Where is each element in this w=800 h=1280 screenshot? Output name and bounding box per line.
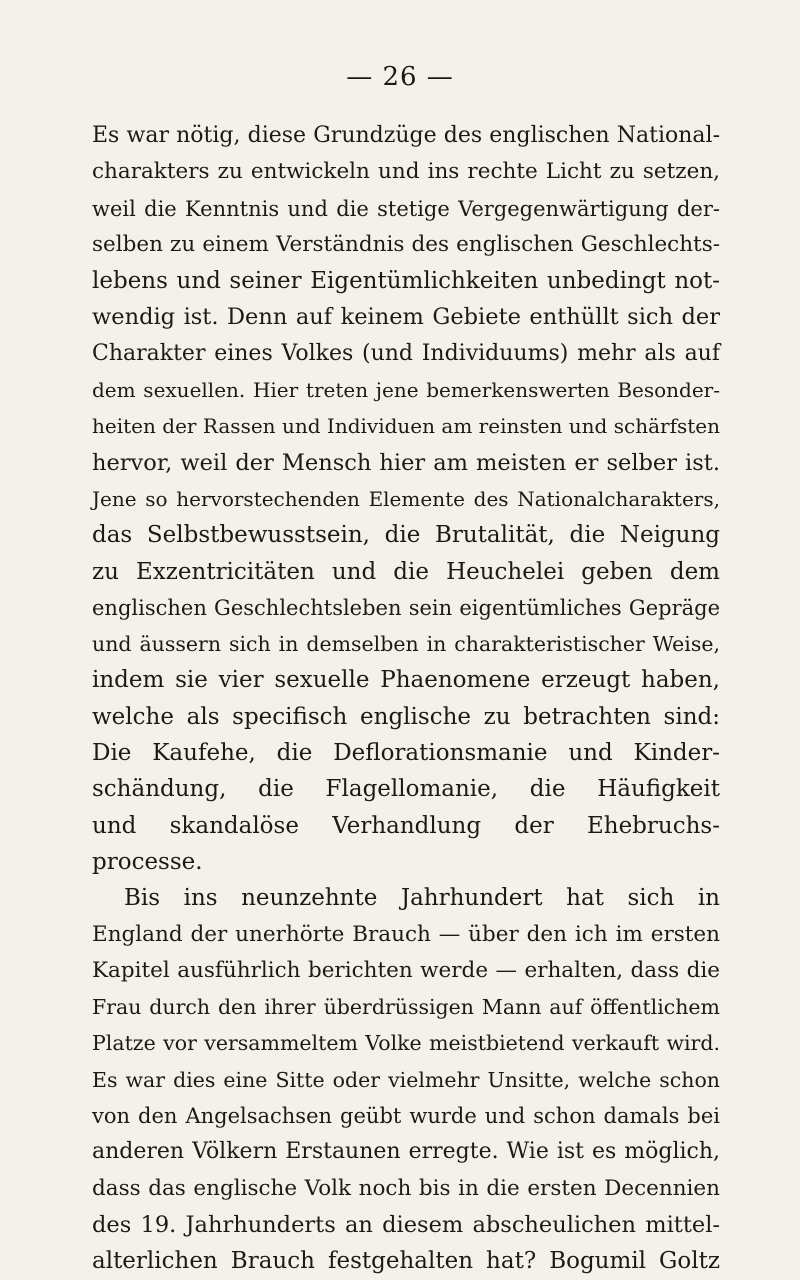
text-line: englischen Geschlechtsleben sein eigentümliches Gepräge (92, 595, 720, 620)
text-line: das Selbstbewusstsein, die Brutalität, die Neigung (92, 522, 720, 549)
text-line: zu Exzentricitäten und die Heuchelei geben dem (92, 558, 720, 585)
text-line: schändung, die Flagellomanie, die Häufigkeit (92, 776, 720, 803)
text-line: Charakter eines Volkes (und Individuums) mehr als auf (92, 340, 720, 366)
text-line: selben zu einem Verständnis des englischen Geschlechts- (92, 231, 720, 257)
text-line: Bis ins neunzehnte Jahrhundert hat sich in (124, 885, 720, 912)
text-line: des 19. Jahrhunderts an diesem abscheulichen mittel- (92, 1211, 720, 1238)
text-line: hervor, weil der Mensch hier am meisten er selber ist. (92, 449, 720, 476)
body-text (92, 118, 720, 1280)
text-line: Jene so hervorstechenden Elemente des Nationalcharakters, (92, 486, 720, 511)
text-line: Es war nötig, diese Grundzüge des englischen National- (92, 123, 720, 148)
text-line: alterlichen Brauch festgehalten hat? Bogumil Goltz (92, 1248, 720, 1275)
text-line: dem sexuellen. Hier treten jene bemerkenswerten Besonder- (92, 378, 720, 403)
text-line: charakters zu entwickeln und ins rechte Licht zu setzen, (92, 159, 720, 185)
text-line: lebens und seiner Eigentümlichkeiten unbedingt not- (92, 268, 720, 295)
text-line: von den Angelsachsen geübt wurde und schon damals bei (92, 1104, 720, 1129)
text-line: Frau durch den ihrer überdrüssigen Mann auf öffentlichem (92, 995, 720, 1020)
text-line: heiten der Rassen und Individuen am reinsten und schärfsten (92, 414, 720, 439)
text-line: England der unerhörte Brauch — über den ich im ersten (92, 921, 720, 947)
text-line: Es war dies eine Sitte oder vielmehr Unsitte, welche schon (92, 1067, 720, 1092)
text-line: welche als specifisch englische zu betrachten sind: (92, 703, 720, 730)
text-line: wendig ist. Denn auf keinem Gebiete enthüllt sich der (92, 304, 720, 331)
text-line: indem sie vier sexuelle Phaenomene erzeugt haben, (92, 667, 720, 694)
text-line: dass das englische Volk noch bis in die ersten Decennien (92, 1175, 720, 1201)
text-line: und skandalöse Verhandlung der Ehebruchs- (92, 812, 720, 839)
text-line: und äussern sich in demselben in charakteristischer Weise, (92, 632, 720, 657)
text-line: processe. (92, 848, 203, 875)
text-line: Die Kaufehe, die Deflorationsmanie und Kinder- (92, 740, 720, 767)
page-number: — 26 — (346, 62, 454, 92)
text-line: anderen Völkern Erstaunen erregte. Wie ist es möglich, (92, 1139, 720, 1165)
text-line: weil die Kenntnis und die stetige Vergegenwärtigung der- (92, 196, 720, 221)
text-line: Platze vor versammeltem Volke meistbietend verkauft wird. (92, 1031, 720, 1056)
text-line: Kapitel ausführlich berichten werde — erhalten, dass die (92, 957, 720, 983)
